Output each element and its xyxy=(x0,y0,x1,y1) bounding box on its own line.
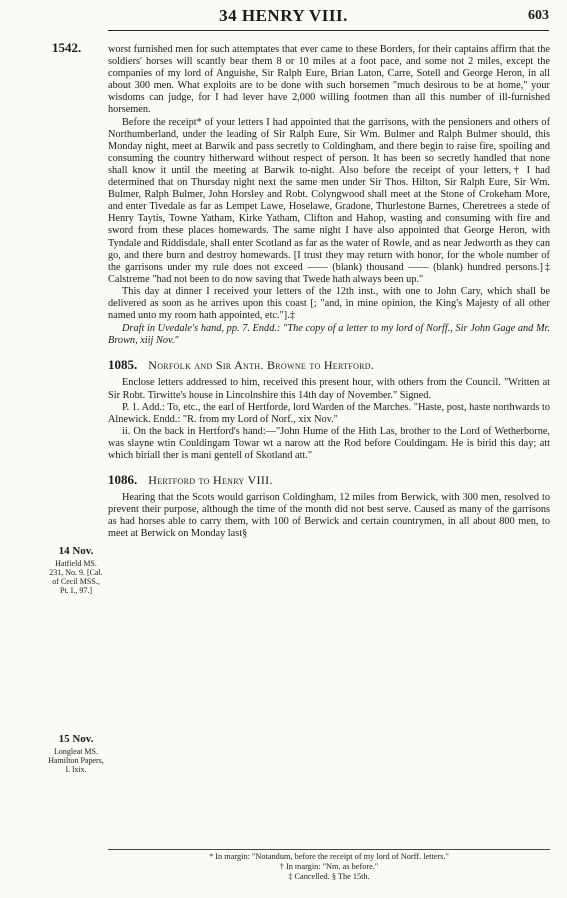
entry-heading xyxy=(108,474,550,486)
entry-date: 15 Nov. xyxy=(58,733,94,745)
page-number: 603 xyxy=(528,8,549,23)
paragraph: Enclose letters addressed to him, received this present hour, with others from the Council. "Written at Sir Robt. Tirwitte's house in Lincolnshire this 14th day of November." Signed. xyxy=(108,377,550,401)
entry-heading xyxy=(108,359,550,371)
header-rule xyxy=(108,30,549,31)
entry-title: Norfolk and Sir Anth. Browne to Hertford. xyxy=(148,358,375,373)
running-header-title: 34 HENRY VIII. xyxy=(219,6,348,25)
paragraph: Before the receipt* of your letters I had appointed that the garrisons, with the pensioners and others of Northumberland, under the leading of Sir Ralph Eure, Sir Wm. Bulmer and Ralph Bulmer should, this Monday night, meet at Barwik and pass secretly to Coldingham, and there begin to raise fire, spoiling and consuming the country hitherward without respect of person. It has been so secretly handled that none shall know it until the meeting at Barwik to-night. Also before the receipt of your letters,† I had determined that on Thursday night next the same men under Sir Thos. Hilton, Sir Ralph Eure, Sir Wm. Bulmer, Ralph Bulmer, John Horsley and Robt. Colyngwood shall meet at the Stone of Crokeham More, and enter Tivedale as far as Lempet Lawe, Hoselawe, Gradone, Thurlestone Barnes, Cheretrees a stede of Henry Taytis, Towne Yatham, Kirke Yatham, Clifton and Hahop, wasting and consuming with fire and sword from these places homewards. The same night I have also appointed that George Heron, with Tyndale and Riddisdale, shall enter Scotland as far as the water of Rowle, and as near Jedworth as they can go, and there burn and destroy homewards. [I trust they may return with honor, for the whole number of the garrisons under my rule does not exceed —— (blank) thousand —— (blank) hundred persons.]‡ Calstreme "had not been to do now saving that Twede hath always been up." xyxy=(108,116,550,285)
endorsement-note: Draft in Uvedale's hand, pp. 7. Endd.: "The copy of a letter to my lord of Norff., Sir John Gage and Mr. Brown, xiij Nov." xyxy=(108,323,550,347)
footnote: ‡ Cancelled. § The 15th. xyxy=(288,872,370,881)
paragraph: worst furnished men for such attemptates that ever came to these Borders, for their captains affirm that the soldiers' horses will scantly bear them 8 or 10 miles at a foot pace, and some not 2 miles, except the companies of my lord of Anguishe, Sir Ralph Eure, Brian Laton, Carre, Sotell and George Heron, in all about 300 men. What exploits are to be done with such horsemen "much desirous to be at home," your wisdoms can judge, for I had lever have 2,000 willing footmen than all this number of ill-furnished horsemen. xyxy=(108,44,550,116)
paragraph: P. 1. Add.: To, etc., the earl of Hertforde, lord Warden of the Marches. "Haste, post, haste northwards to Alnewick. Endd.: "R. from my Lord of Norf., xix Nov." xyxy=(108,401,550,425)
paragraph: This day at dinner I received your letters of the 12th inst., with one to John Cary, which shall be delivered as soon as he arrives upon this coast [; "and, in mine opinion, the King's Majesty of all other named unto my room hath appointed, etc."].‡ xyxy=(108,285,550,322)
entry-source: Hatfield MS. 231, No. 9. [Cal. of Cecil MSS., Pt. I., 97.] xyxy=(49,559,103,595)
body-text xyxy=(108,44,550,541)
entry-1085-margin xyxy=(48,547,104,595)
footnote: † In margin: "Nm. as before." xyxy=(279,862,379,871)
margin-year: 1542. xyxy=(52,40,82,55)
entry-source: Longleat MS. Hamilton Papers, I. lxix. xyxy=(48,747,104,774)
footnote: * In margin: "Notandum, before the receipt of my lord of Norff. letters." xyxy=(209,852,449,861)
paragraph: ii. On the back in Hertford's hand:—"John Hume of the Hith Las, brother to the Lord of Wetherborne, was slayne wtin Couldingam Towar wt a narow att the Rod before Couldingam. He is birid this day; att which biriall ther is mani gentell of Skotland att." xyxy=(108,425,550,461)
entry-number: 1086. xyxy=(108,472,138,488)
paragraph: Hearing that the Scots would garrison Coldingham, 12 miles from Berwick, with 300 men, resolved to prevent their purpose, although the time of the month did not best serve. Caused as many of the garrisons as had horses able to carry them, with 100 of Berwick and certain countrymen, in all about 800 men, to meet at Berwick on Monday last§ xyxy=(108,492,550,540)
footnote-rule xyxy=(108,849,550,850)
entry-title: Hertford to Henry VIII. xyxy=(148,473,273,488)
entry-1086-margin xyxy=(48,735,104,774)
entry-date: 14 Nov. xyxy=(58,545,94,557)
entry-number: 1085. xyxy=(108,357,138,373)
